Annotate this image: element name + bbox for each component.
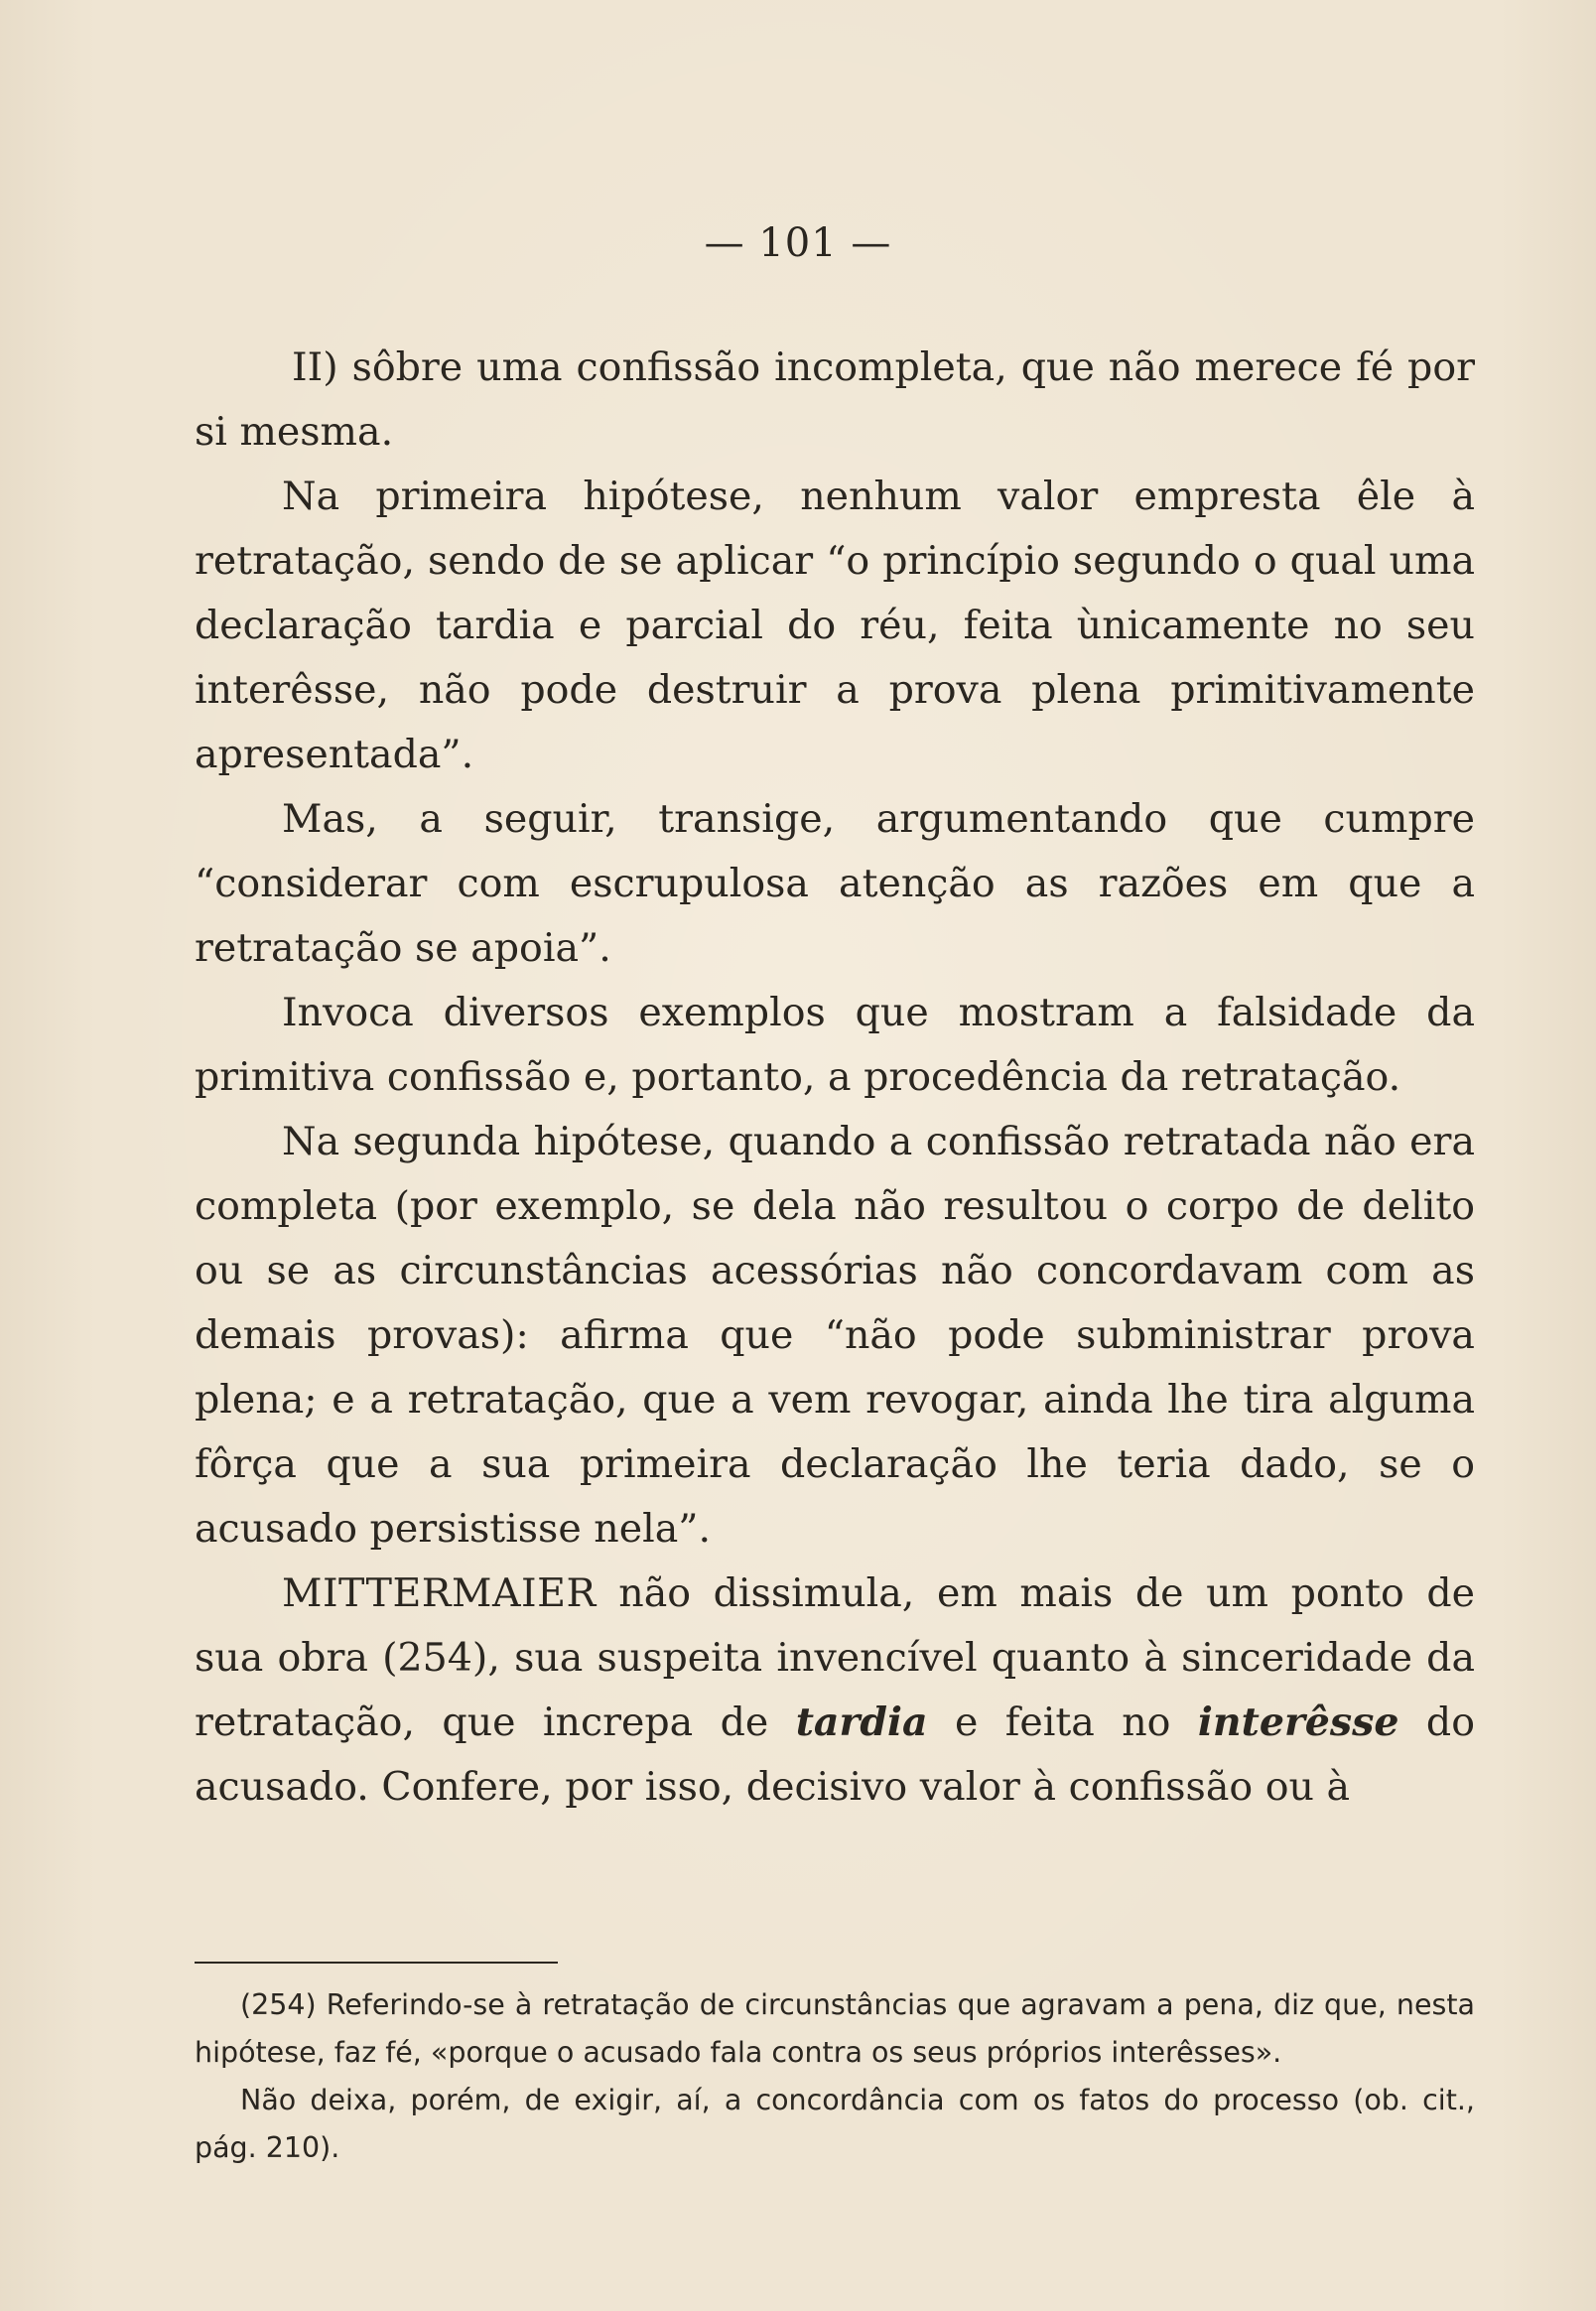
emphasis-tardia: tardia bbox=[795, 1699, 928, 1745]
paragraph-second-hypothesis: Na segunda hipótese, quando a confissão retratada não era completa (por exemplo, se dela não resultou o corpo de delito ou se as circunstâncias acessórias não concordavam com as demais provas): afirma que “não pode subministrar prova plena; e a retratação, que a vem revogar, ainda lhe tira alguma fôrça que a sua primeira declaração lhe teria dado, se o acusado persistisse nela”. bbox=[195, 1119, 1475, 1552]
paragraph-transige: Mas, a seguir, transige, argumentando que cumpre “considerar com escrupulosa atenção as razões em que a retratação se apoia”. bbox=[195, 796, 1475, 971]
author-name: MITTERMAIER bbox=[282, 1570, 597, 1616]
paragraph-text: não dissimula, em mais de um ponto de sua obra (254), sua suspeita invencível quanto à sinceridade da retratação, que increpa de bbox=[195, 1570, 1475, 1745]
paragraph-first-hypothesis: Na primeira hipótese, nenhum valor empresta êle à retratação, sendo de se aplicar “o princípio segundo o qual uma declaração tardia e parcial do réu, feita ùnicamente no seu interêsse, não pode destruir a prova plena primitivamente apresentada”. bbox=[195, 474, 1475, 777]
emphasis-interesse: interêsse bbox=[1197, 1699, 1399, 1745]
paragraph-mittermaier bbox=[195, 1562, 1475, 1820]
page-number: — 101 — bbox=[704, 220, 892, 266]
paragraph-examples: Invoca diversos exemplos que mostram a falsidade da primitiva confissão e, portanto, a procedência da retratação. bbox=[195, 990, 1475, 1100]
footnote-separator bbox=[195, 1962, 558, 1964]
footnote-254: (254) Referindo-se à retratação de circunstâncias que agravam a pena, diz que, nesta hipótese, faz fé, «porque o acusado fala contra os seus próprios interêsses». bbox=[195, 1988, 1475, 2069]
footnote-254-continuation: Não deixa, porém, de exigir, aí, a concordância com os fatos do processo (ob. cit., pág. 210). bbox=[195, 2084, 1475, 2164]
paragraph-text: do acusado. Confere, por isso, decisivo valor à confissão ou à bbox=[195, 1699, 1475, 1810]
footnotes bbox=[195, 1981, 1475, 2172]
main-text bbox=[195, 336, 1475, 1820]
paragraph-text: e feita no bbox=[927, 1699, 1198, 1745]
paragraph-item-ii: II) sôbre uma confissão incompleta, que não merece fé por si mesma. bbox=[195, 344, 1475, 455]
